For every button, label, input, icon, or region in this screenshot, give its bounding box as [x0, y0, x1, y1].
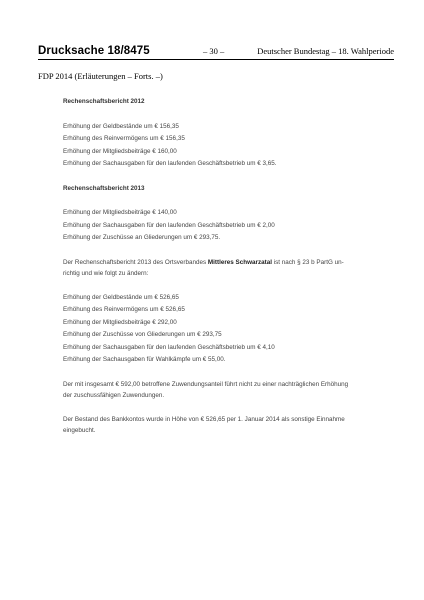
list-item: Erhöhung der Mitgliedsbeiträge € 160,00	[63, 147, 177, 155]
document-number	[38, 45, 150, 57]
section-subtitle: FDP 2014 (Erläuterungen – Forts. –)	[38, 71, 163, 81]
bank-line1: Der Bestand des Bankkontos wurde in Höhe von € 526,65 per 1. Januar 2014 als sonstige Einnahme	[63, 415, 345, 423]
intro-text-line2: richtig und wie folgt zu ändern:	[63, 270, 149, 277]
section-title-2013: Rechenschaftsbericht 2013	[63, 184, 145, 192]
intro-text-bold: Mittleres Schwarzatal	[207, 258, 272, 266]
list-item: Erhöhung der Sachausgaben für den laufenden Geschäftsbetrieb um € 3,65.	[63, 160, 277, 167]
bank-line2: eingebucht.	[63, 427, 96, 434]
document-number-value: 8475	[123, 45, 150, 57]
list-item: Erhöhung der Sachausgaben für den laufenden Geschäftsbetrieb um € 4,10	[63, 343, 275, 351]
list-item: Erhöhung der Mitgliedsbeiträge € 140,00	[63, 209, 177, 216]
page-header	[38, 45, 394, 60]
page-number: – 30 –	[203, 46, 225, 56]
document-number-prefix: Drucksache 18/	[38, 45, 124, 57]
intro-paragraph	[63, 257, 383, 280]
list-item: Erhöhung des Reinvermögens um € 526,65	[63, 306, 185, 313]
list-item: Erhöhung der Zuschüsse von Gliederungen um € 293,75	[63, 331, 222, 338]
document-body	[63, 96, 383, 437]
intro-text-before: Der Rechenschaftsbericht 2013 des Ortsverbandes	[63, 258, 208, 266]
list-item: Erhöhung der Sachausgaben für Wahlkämpfe um € 55,00.	[63, 356, 226, 363]
section-title-2012: Rechenschaftsbericht 2012	[63, 98, 145, 105]
bank-paragraph	[63, 414, 383, 437]
list-item: Erhöhung des Reinvermögens um € 156,35	[63, 135, 185, 142]
zuwendung-paragraph	[63, 379, 383, 402]
list-item: Erhöhung der Zuschüsse an Gliederungen um € 293,75.	[63, 234, 221, 241]
zuwendung-line2: der zuschussfähigen Zuwendungen.	[63, 392, 165, 399]
list-item: Erhöhung der Geldbestände um € 156,35	[63, 122, 179, 130]
intro-text-after: ist nach § 23 b PartG un-	[271, 258, 344, 266]
list-item: Erhöhung der Sachausgaben für den laufenden Geschäftsbetrieb um € 2,00	[63, 221, 275, 229]
zuwendung-line1: Der mit insgesamt € 592,00 betroffene Zuwendungsanteil führt nicht zu einer nachträglichen Erhöhung	[63, 380, 349, 388]
parliament-term: Deutscher Bundestag – 18. Wahlperiode	[257, 46, 394, 56]
list-item: Erhöhung der Mitgliedsbeiträge € 292,00	[63, 318, 177, 326]
list-item: Erhöhung der Geldbestände um € 526,65	[63, 293, 179, 301]
